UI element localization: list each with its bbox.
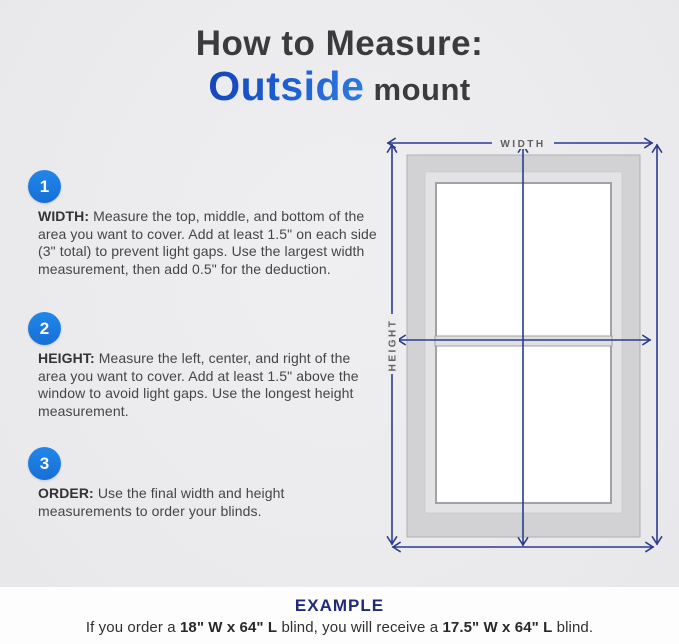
example-part3: blind. xyxy=(552,619,594,636)
height-label: HEIGHT xyxy=(387,318,399,372)
title-mount-text: mount xyxy=(364,72,471,108)
example-sentence xyxy=(0,619,679,636)
example-received-size: 17.5" W x 64" L xyxy=(442,619,553,636)
step-3-body: Use the final width and height measurements to order your blinds. xyxy=(38,485,285,519)
example-part2: blind, you will receive a xyxy=(277,619,443,636)
step-3-label: ORDER: xyxy=(38,485,94,501)
title-line2 xyxy=(0,64,679,110)
example-title: EXAMPLE xyxy=(294,596,385,615)
step-2-badge: 2 xyxy=(28,312,61,345)
step-1-body: Measure the top, middle, and bottom of the area you want to cover. Add at least 1.5" on each side (3" total) to prevent light gaps. Use the largest width measurement, then add 0.5" for the deduction. xyxy=(38,208,377,277)
example-part1: If you order a xyxy=(85,619,180,636)
window-measurement-diagram xyxy=(378,128,674,564)
step-1-text xyxy=(38,208,382,278)
step-2-label: HEIGHT: xyxy=(38,350,95,366)
step-2-body: Measure the left, center, and right of the area you want to cover. Add at least 1.5" above the window to avoid light gaps. Use the longest height measurement. xyxy=(38,350,359,419)
step-order xyxy=(28,447,382,520)
title-highlight-outside: Outside xyxy=(208,63,365,110)
step-height xyxy=(28,312,382,420)
step-1-label: WIDTH: xyxy=(38,208,90,224)
page-title xyxy=(0,24,679,110)
example-ordered-size: 18" W x 64" L xyxy=(179,619,278,636)
height-arrow-right xyxy=(653,145,662,544)
title-line1: How to Measure: xyxy=(195,24,484,63)
step-3-badge: 3 xyxy=(28,447,61,480)
step-width xyxy=(28,170,382,278)
example-footer xyxy=(0,587,679,644)
step-1-badge: 1 xyxy=(28,170,61,203)
step-3-text xyxy=(38,485,382,520)
step-2-text xyxy=(38,350,382,420)
width-label: WIDTH xyxy=(500,139,546,150)
